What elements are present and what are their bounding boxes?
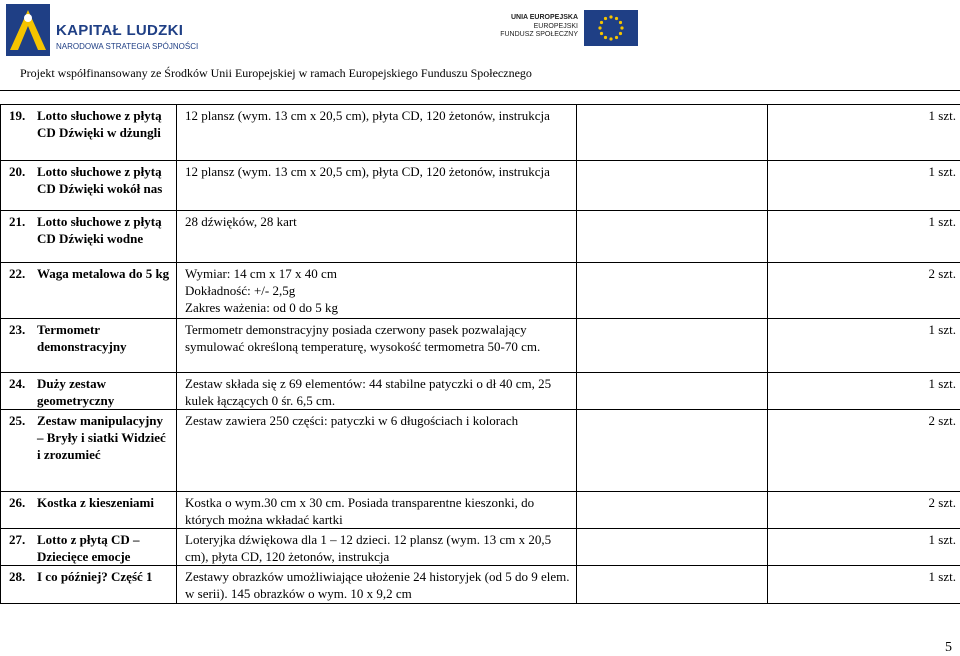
header-divider	[0, 90, 960, 91]
empty-cell	[577, 105, 768, 161]
table-row	[1, 373, 960, 410]
item-name-cell	[1, 492, 177, 529]
item-number: 24.	[9, 376, 26, 391]
item-name: Lotto słuchowe z płytą CD Dźwięki wokół nas	[37, 164, 163, 196]
item-quantity: 2 szt.	[928, 413, 956, 428]
item-quantity: 1 szt.	[928, 376, 956, 391]
item-quantity-cell	[768, 263, 960, 319]
project-cofinancing-line: Projekt współfinansowany ze Środków Unii Europejskiej w ramach Europejskiego Funduszu Społecznego	[20, 66, 532, 80]
eu-line3: FUNDUSZ SPOŁECZNY	[500, 31, 578, 38]
item-quantity: 1 szt.	[928, 532, 956, 547]
item-description: Zestaw zawiera 250 części: patyczki w 6 długościach i kolorach	[185, 413, 519, 428]
table-row	[1, 161, 960, 211]
item-description: 12 plansz (wym. 13 cm x 20,5 cm), płyta CD, 120 żetonów, instrukcja	[185, 164, 550, 179]
item-name: Duży zestaw geometryczny	[37, 376, 115, 408]
item-description-cell	[177, 319, 577, 373]
item-description-cell	[177, 566, 577, 604]
eu-flag-icon	[584, 10, 638, 46]
empty-cell	[577, 492, 768, 529]
item-description-cell	[177, 410, 577, 492]
item-description: Zestawy obrazków umożliwiające ułożenie 24 historyjek (od 5 do 9 elem. w serii). 145 obrazków o wym. 10 x 9,2 cm	[185, 569, 570, 601]
empty-cell	[577, 319, 768, 373]
item-name-cell	[1, 105, 177, 161]
eu-logo	[494, 6, 644, 50]
item-quantity-cell	[768, 492, 960, 529]
item-description: 12 plansz (wym. 13 cm x 20,5 cm), płyta CD, 120 żetonów, instrukcja	[185, 108, 550, 123]
item-quantity: 1 szt.	[928, 569, 956, 584]
item-number: 26.	[9, 495, 26, 510]
item-quantity: 1 szt.	[928, 164, 956, 179]
item-quantity-cell	[768, 105, 960, 161]
item-number: 25.	[9, 413, 26, 428]
eu-logo-text	[498, 14, 578, 40]
empty-cell	[577, 263, 768, 319]
logo-title: KAPITAŁ LUDZKI	[56, 22, 184, 39]
empty-cell	[577, 529, 768, 566]
item-description-cell	[177, 105, 577, 161]
item-description: 28 dźwięków, 28 kart	[185, 214, 297, 229]
item-number: 22.	[9, 266, 26, 281]
item-quantity-cell	[768, 211, 960, 263]
page-number: 5	[945, 640, 952, 655]
item-description: Loteryjka dźwiękowa dla 1 – 12 dzieci. 12 plansz (wym. 13 cm x 20,5 cm), płyta CD, 120 żetonów, instrukcja	[185, 532, 552, 564]
item-quantity: 1 szt.	[928, 214, 956, 229]
item-number: 23.	[9, 322, 26, 337]
item-description-cell	[177, 161, 577, 211]
item-name-cell	[1, 410, 177, 492]
logo-subtitle: NARODOWA STRATEGIA SPÓJNOŚCI	[56, 42, 199, 51]
item-name-cell	[1, 566, 177, 604]
item-quantity-cell	[768, 566, 960, 604]
item-number: 27.	[9, 532, 26, 547]
item-number: 19.	[9, 108, 26, 123]
table-row	[1, 566, 960, 604]
eu-line1: UNIA EUROPEJSKA	[510, 14, 578, 21]
table-row	[1, 263, 960, 319]
table-row	[1, 105, 960, 161]
item-description: Kostka o wym.30 cm x 30 cm. Posiada transparentne kieszonki, do których można wkładać kartki	[185, 495, 535, 527]
table-row	[1, 211, 960, 263]
item-quantity-cell	[768, 319, 960, 373]
table-row	[1, 492, 960, 529]
item-description-cell	[177, 529, 577, 566]
item-quantity-cell	[768, 161, 960, 211]
empty-cell	[577, 566, 768, 604]
item-name-cell	[1, 211, 177, 263]
item-quantity-cell	[768, 373, 960, 410]
empty-cell	[577, 410, 768, 492]
item-name: Lotto z płytą CD – Dziecięce emocje	[37, 532, 140, 564]
table-row	[1, 410, 960, 492]
item-description: Zestaw składa się z 69 elementów: 44 stabilne patyczki o dł 40 cm, 25 kulek łączących 0 śr. 6,5 cm.	[185, 376, 552, 408]
item-quantity: 2 szt.	[928, 266, 956, 281]
item-description: Wymiar: 14 cm x 17 x 40 cm Dokładność: +/- 2,5g Zakres ważenia: od 0 do 5 kg	[185, 266, 339, 315]
empty-cell	[577, 161, 768, 211]
items-table	[0, 104, 960, 604]
empty-cell	[577, 211, 768, 263]
eu-line2: EUROPEJSKI	[533, 22, 578, 30]
empty-cell	[577, 373, 768, 410]
item-name-cell	[1, 373, 177, 410]
item-name: Zestaw manipulacyjny – Bryły i siatki Widzieć i zrozumieć	[37, 413, 166, 462]
item-quantity: 2 szt.	[928, 495, 956, 510]
item-number: 20.	[9, 164, 26, 179]
item-name: I co później? Część 1	[37, 569, 153, 584]
item-name: Lotto słuchowe z płytą CD Dźwięki wodne	[37, 214, 162, 246]
table-row	[1, 529, 960, 566]
item-description: Termometr demonstracyjny posiada czerwony pasek pozwalający symulować określoną temperaturę, wysokość termometra 50-70 cm.	[185, 322, 541, 354]
item-quantity: 1 szt.	[928, 322, 956, 337]
table-row	[1, 319, 960, 373]
item-quantity-cell	[768, 410, 960, 492]
page-header	[0, 0, 960, 88]
item-name-cell	[1, 263, 177, 319]
item-name: Termometr demonstracyjny	[37, 322, 127, 354]
item-name-cell	[1, 319, 177, 373]
kapital-ludzki-emblem-icon	[6, 4, 50, 56]
item-description-cell	[177, 211, 577, 263]
item-number: 28.	[9, 569, 26, 584]
item-description-cell	[177, 263, 577, 319]
item-description-cell	[177, 373, 577, 410]
item-name-cell	[1, 529, 177, 566]
item-quantity-cell	[768, 529, 960, 566]
kapital-ludzki-logo	[6, 4, 199, 56]
item-name-cell	[1, 161, 177, 211]
item-name: Waga metalowa do 5 kg	[37, 266, 170, 281]
item-name: Lotto słuchowe z płytą CD Dźwięki w dżungli	[37, 108, 162, 140]
item-description-cell	[177, 492, 577, 529]
item-quantity: 1 szt.	[928, 108, 956, 123]
item-name: Kostka z kieszeniami	[37, 495, 154, 510]
item-number: 21.	[9, 214, 26, 229]
